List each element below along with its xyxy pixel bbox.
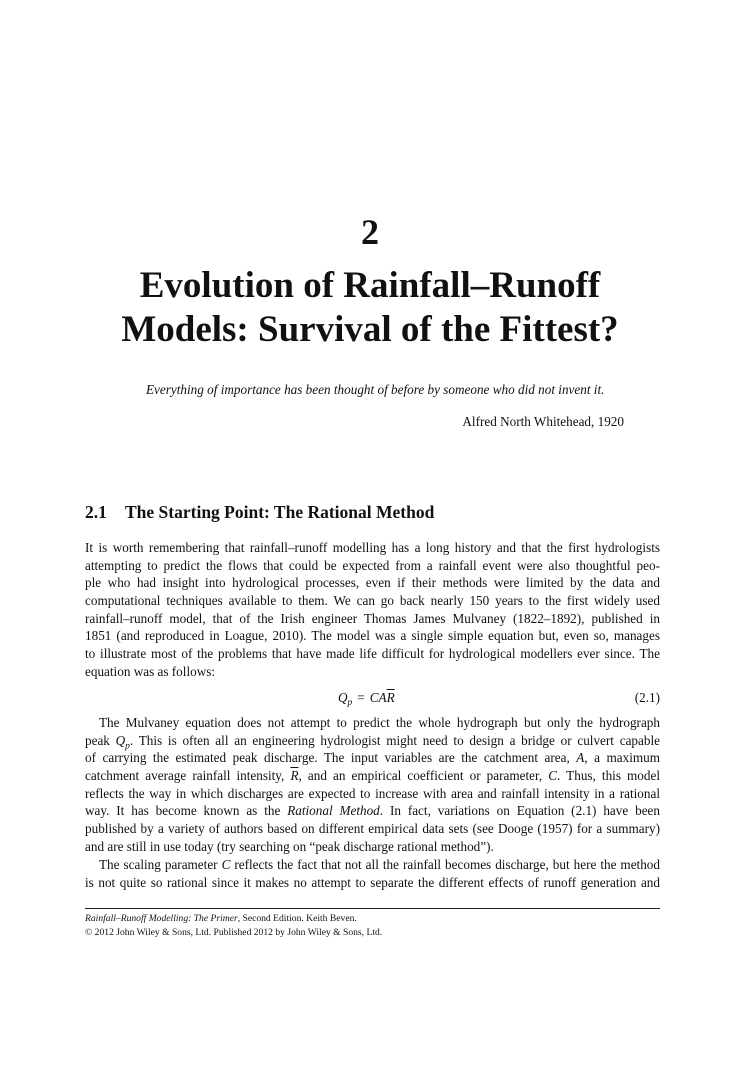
paragraph-3-line: is not quite so rational since it makes no attempt to separate the different effects of runoff generation and xyxy=(85,874,660,890)
equation-lhs: Q xyxy=(338,690,348,705)
equation-2-1 xyxy=(85,688,660,708)
footer-book-line xyxy=(85,912,382,926)
chapter-title xyxy=(60,264,680,352)
footer-divider xyxy=(85,908,660,909)
paragraph-2-line: and are still in use today (try searching on “peak discharge rational method”). xyxy=(85,838,494,854)
section-number: 2.1 xyxy=(85,502,107,522)
paragraph-1-line: 1851 (and reproduced in Loague, 2010). The model was a single simple equation but, even so, manages xyxy=(85,628,660,644)
paragraph-1-line: computational techniques available to them. We can go back nearly 150 years to the first widely used xyxy=(85,593,660,609)
equation-rhs-overlined: $\overline{R}$ xyxy=(386,690,395,705)
equation-rhs-prefix: CA xyxy=(369,690,387,705)
paragraph-1 xyxy=(85,539,660,681)
footer-book-title: Rainfall–Runoff Modelling: The Primer xyxy=(85,913,238,924)
footer-edition: , Second Edition. Keith Beven. xyxy=(237,913,357,924)
paragraph-1-line: to illustrate most of the problems that have made life difficult for hydrological modellers ever since. The xyxy=(85,646,660,662)
paragraph-2-line: The Mulvaney equation does not attempt to predict the whole hydrograph but only the hydrograph xyxy=(99,715,660,730)
equation-number: (2.1) xyxy=(634,690,660,705)
equation-formula xyxy=(338,688,395,713)
chapter-title-line-2: Models: Survival of the Fittest? xyxy=(121,309,619,350)
paragraph-2-line: peak $Q_p$. This is often all an engineering hydrologist might need to design a bridge or culvert capable xyxy=(85,732,660,752)
chapter-title-line-1: Evolution of Rainfall–Runoff xyxy=(139,265,601,306)
paragraph-2-line: published by a variety of authors based on different empirical data sets (see Dooge (1957) for a summary) xyxy=(85,821,660,837)
chapter-number: 2 xyxy=(361,212,379,252)
paragraph-1-line: ple who had insight into hydrological processes, even if their methods were limited by the data and xyxy=(85,575,660,591)
equation-equals: = xyxy=(357,690,365,705)
paragraph-1-line: equation was as follows: xyxy=(85,663,216,679)
paragraph-3-line: The scaling parameter C reflects the fact that not all the rainfall becomes discharge, but here the method xyxy=(99,857,660,872)
section-title: The Starting Point: The Rational Method xyxy=(125,502,435,522)
paragraph-2-line: way. It has become known as the Rational Method. In fact, variations on Equation (2.1) have been xyxy=(85,803,660,819)
paragraph-1-line: It is worth remembering that rainfall–runoff modelling has a long history and that the first hydrologists xyxy=(85,540,660,555)
footer xyxy=(85,912,382,939)
paragraph-2 xyxy=(85,714,660,856)
footer-copyright: © 2012 John Wiley & Sons, Ltd. Published 2012 by John Wiley & Sons, Ltd. xyxy=(85,926,383,938)
paragraph-1-line: rainfall–runoff model, that of the Irish engineer Thomas James Mulvaney (1822–1892), published in xyxy=(85,610,660,626)
paragraph-1-line: attempting to predict the flows that could be expected from a rainfall event were also thoughtful peo- xyxy=(85,557,660,573)
paragraph-3 xyxy=(85,856,660,891)
epigraph-attribution: Alfred North Whitehead, 1920 xyxy=(462,414,624,429)
paragraph-2-line: of carrying the estimated peak discharge. The input variables are the catchment area, A, a maximum xyxy=(85,750,660,766)
equation-lhs-subscript: p xyxy=(347,698,353,708)
paragraph-2-line: reflects the way in which discharges are expected to increase with area and rainfall intensity in a rational xyxy=(85,785,660,801)
section-heading xyxy=(85,501,434,523)
paragraph-2-line: catchment average rainfall intensity, $\overline{R}$, and an empirical coefficient or parameter, C. Thus, this model xyxy=(85,768,661,784)
epigraph-quote: Everything of importance has been thought of before by someone who did not invent it. xyxy=(146,382,605,397)
